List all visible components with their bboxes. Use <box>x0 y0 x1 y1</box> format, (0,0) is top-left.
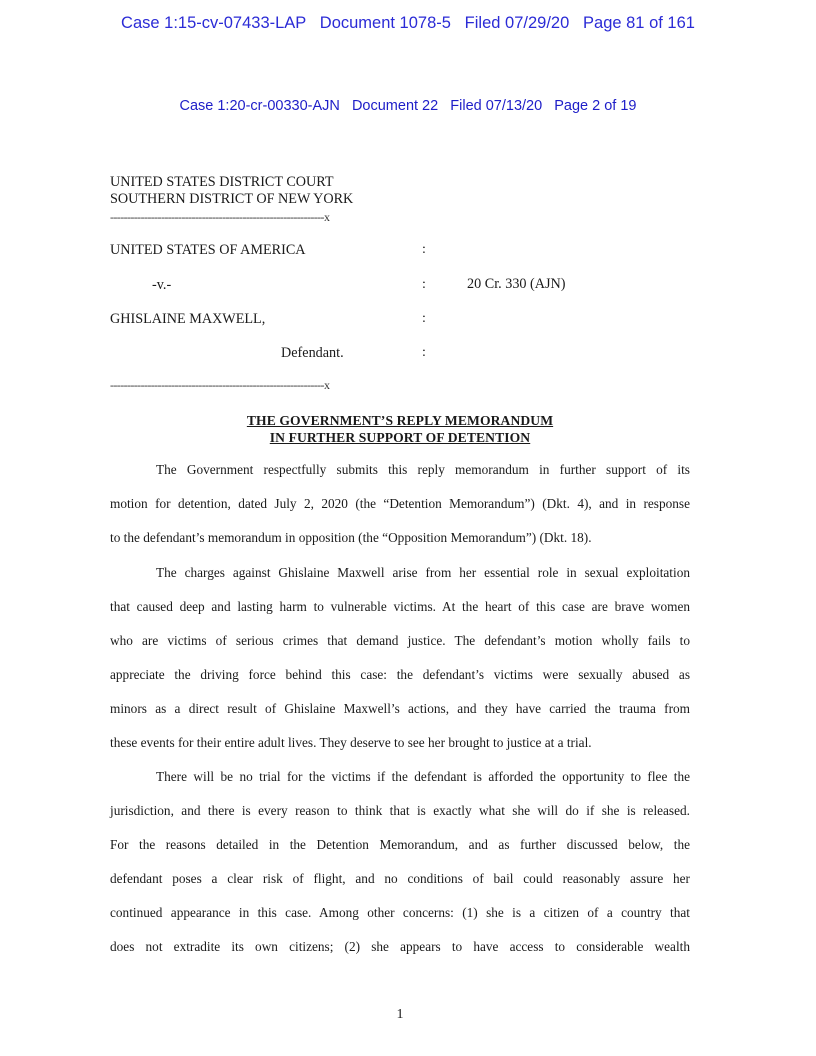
paragraph-line: jurisdiction, and there is every reason to think that is exactly what she will do if she is released. <box>110 803 690 818</box>
court-name-line1: UNITED STATES DISTRICT COURT <box>110 174 334 190</box>
memorandum-title-line2: IN FURTHER SUPPORT OF DETENTION <box>269 430 531 445</box>
outer-case-stamp: Case 1:15-cv-07433-LAP Document 1078-5 Filed 07/29/20 Page 81 of 161 <box>121 14 695 32</box>
paragraph-1 <box>110 453 690 555</box>
caption-divider-bottom: ---------------------------------------------------------------x <box>110 378 330 392</box>
defendant-name: GHISLAINE MAXWELL, <box>110 311 266 327</box>
case-number: 20 Cr. 330 (AJN) <box>467 276 566 292</box>
paragraph-line: minors as a direct result of Ghislaine Maxwell’s actions, and they have carried the trauma from <box>110 701 690 716</box>
defendant-label: Defendant. <box>281 345 344 361</box>
caption-colon: : <box>422 277 426 292</box>
paragraph-line: There will be no trial for the victims if the defendant is afforded the opportunity to flee the <box>156 769 690 784</box>
caption-divider-top: ---------------------------------------------------------------x <box>110 210 330 224</box>
paragraph-line: these events for their entire adult lives. They deserve to see her brought to justice at a trial. <box>110 735 592 750</box>
court-name-line2: SOUTHERN DISTRICT OF NEW YORK <box>110 191 354 207</box>
page-number: 1 <box>396 1007 404 1022</box>
inner-case-stamp: Case 1:20-cr-00330-AJN Document 22 Filed 07/13/20 Page 2 of 19 <box>179 98 637 114</box>
paragraph-line: defendant poses a clear risk of flight, and no conditions of bail could reasonably assure her <box>110 871 690 886</box>
paragraph-2 <box>110 556 690 760</box>
caption-colon: : <box>422 311 426 326</box>
versus-label: -v.- <box>152 277 172 293</box>
paragraph-line: The charges against Ghislaine Maxwell arise from her essential role in sexual exploitation <box>156 565 690 580</box>
paragraph-line: motion for detention, dated July 2, 2020 (the “Detention Memorandum”) (Dkt. 4), and in response <box>110 496 690 511</box>
paragraph-line: appreciate the driving force behind this case: the defendant’s victims were sexually abused as <box>110 667 690 682</box>
paragraph-line: does not extradite its own citizens; (2) she appears to have access to considerable wealth <box>110 939 690 954</box>
caption-colon: : <box>422 345 426 360</box>
memorandum-title-line1: THE GOVERNMENT’S REPLY MEMORANDUM <box>246 413 554 428</box>
paragraph-line: who are victims of serious crimes that demand justice. The defendant’s motion wholly fails to <box>110 633 690 648</box>
paragraph-line: that caused deep and lasting harm to vulnerable victims. At the heart of this case are brave women <box>110 599 690 614</box>
paragraph-line: to the defendant’s memorandum in opposition (the “Opposition Memorandum”) (Dkt. 18). <box>110 530 592 545</box>
paragraph-3 <box>110 760 690 964</box>
plaintiff-name: UNITED STATES OF AMERICA <box>110 242 306 258</box>
caption-colon: : <box>422 242 426 257</box>
paragraph-line: For the reasons detailed in the Detention Memorandum, and as further discussed below, the <box>110 837 690 852</box>
paragraph-line: continued appearance in this case. Among other concerns: (1) she is a citizen of a country that <box>110 905 690 920</box>
paragraph-line: The Government respectfully submits this reply memorandum in further support of its <box>156 462 690 477</box>
